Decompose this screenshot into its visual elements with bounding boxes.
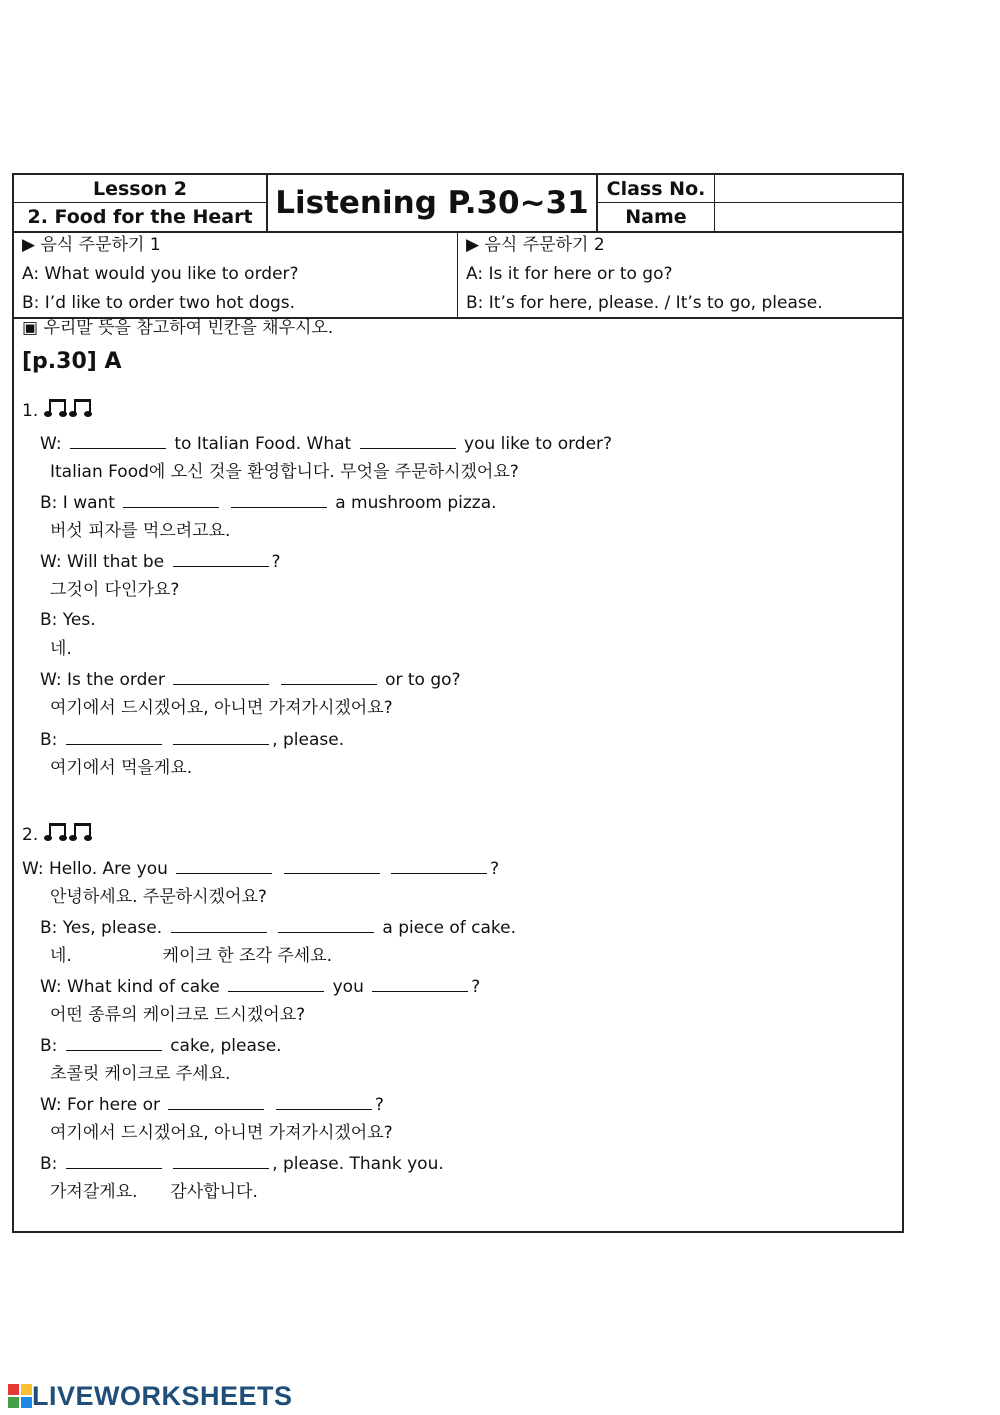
logo-blocks-icon bbox=[8, 1384, 32, 1408]
speaker-label: B: bbox=[40, 1154, 58, 1174]
liveworksheets-logo[interactable] bbox=[8, 1380, 293, 1412]
dialog-line bbox=[40, 668, 461, 691]
expression-ordering-2 bbox=[458, 231, 902, 317]
korean-translation: 그것이 다인가요? bbox=[50, 580, 180, 600]
blank-input[interactable] bbox=[372, 975, 468, 992]
blank-input[interactable] bbox=[66, 1152, 162, 1169]
dialog-line bbox=[40, 975, 480, 998]
korean-text: 감사합니다. bbox=[170, 1182, 258, 1202]
korean-text: 케이크 한 조각 주세요. bbox=[162, 946, 333, 966]
name-field[interactable] bbox=[716, 203, 902, 231]
name-label: Name bbox=[625, 206, 687, 228]
expression-heading: ▶ 음식 주문하기 1 bbox=[22, 235, 161, 255]
class-no-label: Class No. bbox=[606, 177, 706, 200]
blank-input[interactable] bbox=[231, 491, 327, 508]
korean-translation: 네. bbox=[50, 639, 72, 659]
music-note-icon[interactable] bbox=[44, 821, 92, 849]
korean-translation: Italian Food에 오신 것을 환영합니다. 무엇을 주문하시겠어요? bbox=[50, 462, 519, 482]
dialog-line bbox=[40, 916, 516, 939]
korean-translation: 초콜릿 케이크로 주세요. bbox=[50, 1064, 231, 1084]
section-heading: [p.30] A bbox=[22, 349, 122, 374]
lesson-label: Lesson 2 bbox=[92, 177, 188, 200]
expression-line: B: It’s for here, please. / It’s to go, please. bbox=[466, 293, 823, 313]
dialog-line bbox=[40, 1034, 282, 1057]
korean-translation: 여기에서 먹을게요. bbox=[50, 758, 193, 778]
line-text: a mushroom pizza. bbox=[335, 493, 497, 513]
dialog-line: B: Yes. bbox=[40, 610, 96, 630]
blank-input[interactable] bbox=[281, 668, 377, 685]
expression-line: A: What would you like to order? bbox=[22, 264, 299, 284]
korean-translation: 여기에서 드시겠어요, 아니면 가져가시겠어요? bbox=[50, 1123, 393, 1143]
music-note-icon[interactable] bbox=[44, 397, 92, 425]
korean-translation: 여기에서 드시겠어요, 아니면 가져가시겠어요? bbox=[50, 698, 393, 718]
line-text: , please. bbox=[272, 730, 345, 750]
blank-input[interactable] bbox=[360, 432, 456, 449]
dialog-number-label: 1. bbox=[22, 401, 39, 421]
dialog-line bbox=[22, 857, 499, 880]
key-expressions bbox=[14, 231, 902, 319]
page-title: Listening P.30~31 bbox=[275, 185, 589, 221]
blank-input[interactable] bbox=[171, 916, 267, 933]
line-text: ? bbox=[271, 552, 281, 572]
blank-input[interactable] bbox=[70, 432, 166, 449]
blank-input[interactable] bbox=[66, 728, 162, 745]
line-text: W: Hello. Are you bbox=[22, 859, 168, 879]
worksheet bbox=[12, 173, 904, 1233]
line-text: B: Yes, please. bbox=[40, 918, 163, 938]
header bbox=[14, 175, 902, 233]
korean-translation bbox=[50, 945, 332, 967]
line-text: or to go? bbox=[385, 670, 461, 690]
dialog-line bbox=[40, 1152, 444, 1175]
expression-heading: ▶ 음식 주문하기 2 bbox=[466, 235, 605, 255]
korean-text: 가져갈게요. bbox=[50, 1182, 138, 1202]
blank-input[interactable] bbox=[173, 668, 269, 685]
speaker-label: B: bbox=[40, 1036, 58, 1056]
line-text: you bbox=[332, 977, 364, 997]
korean-text: 네. bbox=[50, 946, 72, 966]
line-text: , please. Thank you. bbox=[272, 1154, 444, 1174]
blank-input[interactable] bbox=[278, 916, 374, 933]
expression-line: A: Is it for here or to go? bbox=[466, 264, 673, 284]
dialog-number bbox=[22, 397, 92, 425]
blank-input[interactable] bbox=[284, 857, 380, 874]
blank-input[interactable] bbox=[66, 1034, 162, 1051]
line-text: cake, please. bbox=[170, 1036, 282, 1056]
expression-line: B: I’d like to order two hot dogs. bbox=[22, 293, 296, 313]
line-text: B: I want bbox=[40, 493, 115, 513]
dialog-number bbox=[22, 821, 92, 849]
expression-ordering-1 bbox=[14, 231, 457, 317]
instruction: ▣ 우리말 뜻을 참고하여 빈칸을 채우시오. bbox=[22, 318, 334, 338]
blank-input[interactable] bbox=[123, 491, 219, 508]
korean-translation: 버섯 피자를 먹으려고요. bbox=[50, 521, 231, 541]
blank-input[interactable] bbox=[173, 1152, 269, 1169]
line-text: ? bbox=[490, 859, 500, 879]
line-text: a piece of cake. bbox=[382, 918, 517, 938]
blank-input[interactable] bbox=[228, 975, 324, 992]
unit-title: 2. Food for the Heart bbox=[27, 206, 253, 228]
line-text: W: Is the order bbox=[40, 670, 165, 690]
blank-input[interactable] bbox=[276, 1093, 372, 1110]
line-text: ? bbox=[374, 1095, 384, 1115]
speaker-label: W: bbox=[40, 434, 62, 454]
blank-input[interactable] bbox=[173, 550, 269, 567]
line-text: ? bbox=[471, 977, 481, 997]
line-text: to Italian Food. What bbox=[174, 434, 352, 454]
blank-input[interactable] bbox=[168, 1093, 264, 1110]
dialog-line bbox=[40, 1093, 384, 1116]
dialog-line bbox=[40, 728, 344, 751]
korean-translation: 어떤 종류의 케이크로 드시겠어요? bbox=[50, 1005, 306, 1025]
line-text: W: What kind of cake bbox=[40, 977, 220, 997]
class-no-field[interactable] bbox=[716, 175, 902, 202]
blank-input[interactable] bbox=[176, 857, 272, 874]
dialog-line bbox=[40, 491, 497, 514]
line-text: W: Will that be bbox=[40, 552, 165, 572]
dialog-line bbox=[40, 550, 281, 573]
blank-input[interactable] bbox=[391, 857, 487, 874]
korean-translation: 안녕하세요. 주문하시겠어요? bbox=[50, 887, 267, 907]
dialog-number-label: 2. bbox=[22, 825, 39, 845]
blank-input[interactable] bbox=[173, 728, 269, 745]
dialog-line bbox=[40, 432, 612, 455]
brand-name: LIVEWORKSHEETS bbox=[32, 1380, 293, 1411]
line-text: W: For here or bbox=[40, 1095, 161, 1115]
line-text: you like to order? bbox=[464, 434, 613, 454]
korean-translation bbox=[50, 1181, 258, 1203]
speaker-label: B: bbox=[40, 730, 58, 750]
